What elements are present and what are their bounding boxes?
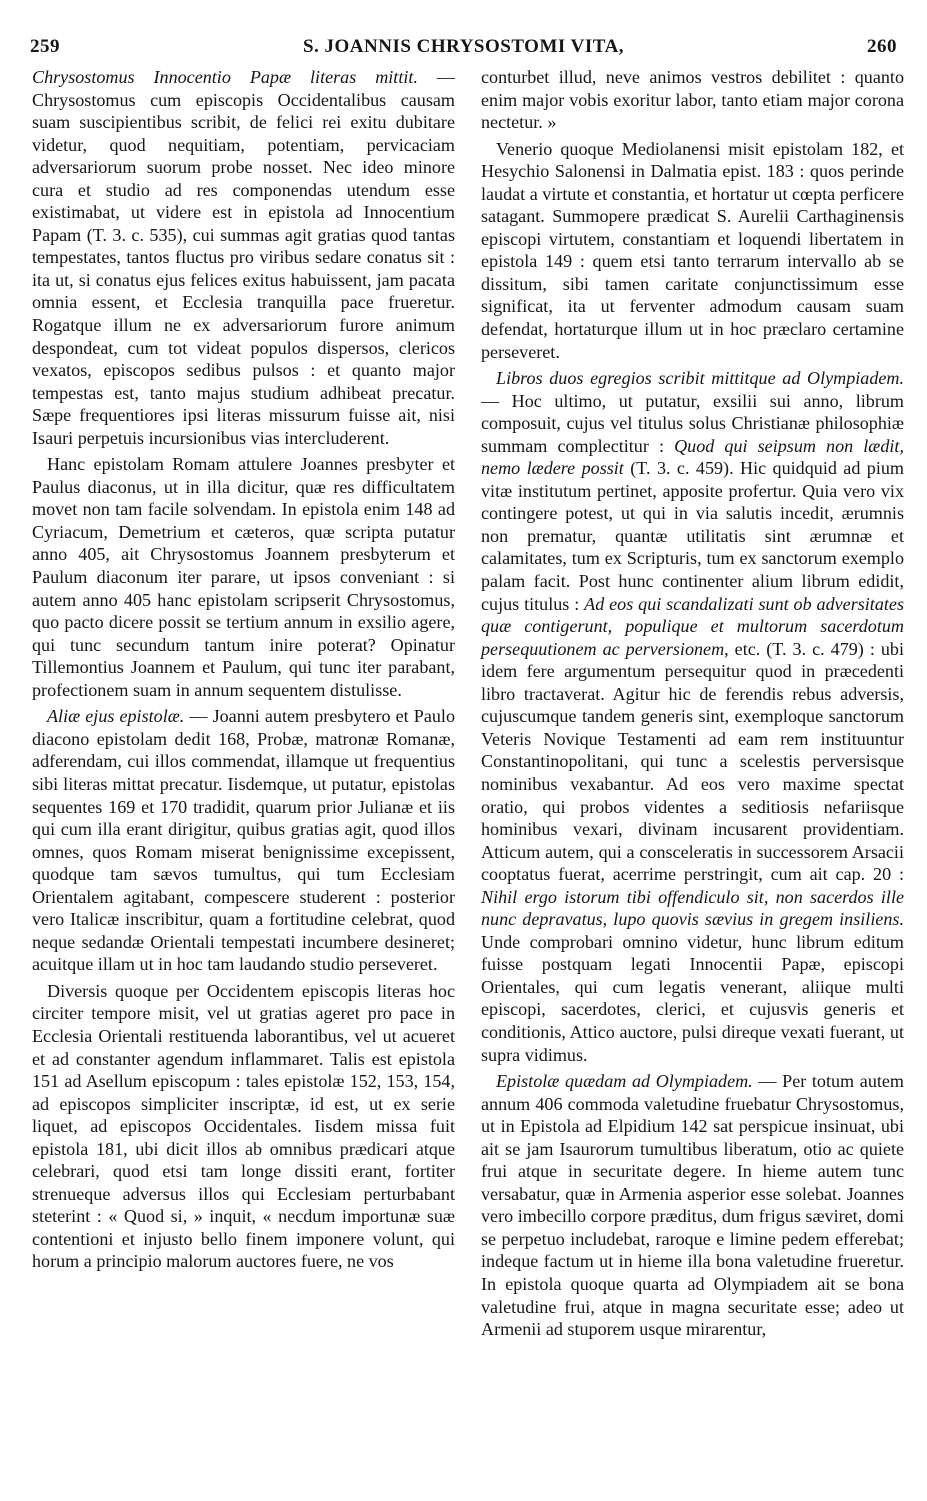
paragraph-text: — Hoc ultimo, ut putatur, exsilii sui anno, librum composuit, cujus vel titulus solus Christianæ philosophiæ summam complectitur : [481, 390, 904, 456]
paragraph-text: etc. (T. 3. c. 479) : ubi idem fere argumentum persequitur quod in præcedenti libro tractaverat. Agitur hic de ferendis rebus adversis, cujuscumque tandem generis sint, exemploque sanctorum Veteris Novique Testamenti ad eam rem instituuntur Constantinopolitani, qui tunc a scelestis perversisque nominibus vexabantur. Ad eos vero maxime spectat oratio, qui probos videntes a seditiosis nefariisque hominibus vexari, divinam incusarent providentiam. Atticum autem, qui a consceleratis in successorem Arsacii cooptatus fuerat, acerrime perstringit, cum ait cap. 20 : [481, 638, 904, 885]
paragraph-text: — Per totum autem annum 406 commoda valetudine fruebatur Chrysostomus, ut in Epistola ad Elpidium 142 sat perspicue insinuat, ubi ait se jam Isaurorum tumultibus liberatum, otio ac quiete frui atque in securitate degere. In hieme autem tunc versabatur, quæ in Armenia asperior esse solebat. Joannes vero imbecillo corpore præditus, dum frigus sæviret, domi se perpetuo includebat, raroque e limine pedem efferebat; indeque factum ut in hieme illa bona valetudine frueretur. In epistola quoque quarta ad Olympiadem ait se bona valetudine frui, atque in magna securitate esse; adeo ut Armenii ad stuporem usque mirarentur, [481, 1071, 904, 1340]
paragraph [32, 705, 455, 976]
running-title: S. JOANNIS CHRYSOSTOMI VITA, [302, 36, 625, 57]
left-column [32, 66, 455, 1273]
running-header [30, 36, 897, 66]
page-number-right: 260 [867, 36, 897, 57]
paragraph: conturbet illud, neve animos vestros debilitet : quanto enim major vobis exoritur labor, tanto etiam major corona nectetur. » [481, 67, 904, 133]
section-heading: Aliæ ejus epistolæ. [47, 706, 185, 727]
paragraph: Diversis quoque per Occidentem episcopis literas hoc circiter tempore misit, vel ut gratias ageret pro pace in Ecclesia Orientali restituenda laborantibus, vel ut acueret et ad constanter agendum inflammaret. Talis est epistola 151 ad Asellum episcopum : tales epistolæ 152, 153, 154, ad episcopos simpliciter inscriptæ, id est, ut ex serie liquet, ad episcopos Occidentales. Iisdem missa fuit epistola 181, ubi dicit illos ab omnibus prædicari atque celebrari, quod etsi tam longe dissiti erant, fortiter strenueque adversus illos qui Ecclesiam perturbabant steterint : « Quod si, » inquit, « necdum importunæ suæ contentioni et injusto bello finem imponere volunt, qui horum a principio malorum auctores fuere, ne vos [32, 980, 455, 1272]
page-number-left: 259 [30, 36, 60, 57]
book-title: Ad eos qui scandalizati sunt ob adversitates quæ contigerunt, populique et multorum sacerdotum persequutionem ac perversionem, [481, 593, 904, 659]
paragraph [32, 66, 455, 449]
section-heading: Chrysostomus Innocentio Papæ literas mittit. [32, 67, 418, 87]
section-heading: Libros duos egregios scribit mittitque ad Olympiadem. [496, 368, 904, 389]
paragraph [481, 367, 904, 1066]
paragraph-text: — Joanni autem presbytero et Paulo diacono epistolam dedit 168, Probæ, matronæ Romanæ, adferendam, cui illos commendat, illamque ut frequentius sibi literas mittat precatur. Iisdemque, ut putatur, epistolas sequentes 169 et 170 tradidit, quarum prior Julianæ et iis qui cum illa erant dirigitur, quibus gratias agit, quod illos omnes, quos Romam miserat benignissime excepissent, quodque tam sævos tumultus, qui tum Ecclesiam Orientalem agitabant, compescere studerent : posterior vero Italicæ inscribitur, quam a fortitudine celebrat, quod neque sedandæ Orientali tempestati incumbere desineret; acuitque illam ut in hoc tam laudando studio perseveret. [32, 706, 455, 975]
right-column [481, 66, 904, 1341]
book-title: Quod qui seipsum non lædit, nemo lædere possit [481, 435, 904, 479]
paragraph-text: (T. 3. c. 459). Hic quidquid ad pium vitæ institutum pertinet, apposite profertur. Quia vero vix contingere potest, ut qui in via salutis incedit, ærumnis non prematur, quantæ utilitatis sint ærumnæ et calamitates, tum ex Scripturis, tum ex sanctorum exemplo palam facit. Post hunc continenter alium librum edidit, cujus titulus : [481, 458, 904, 614]
paragraph: Venerio quoque Mediolanensi misit epistolam 182, et Hesychio Salonensi in Dalmatia epist. 183 : quos perinde laudat a virtute et constantia, et hortatur ut cœpta perficere satagant. Summopere prædicat S. Aurelii Carthaginensis episcopi virtutem, constantiam et loquendi libertatem in epistola 149 : quem etsi tanto terrarum intervallo ab se dissitum, sibi tamen caritate conjunctissimum esse significat, ita ut ferventer admodum causam suam defendat, hortaturque illum ut in hoc præclaro certamine perseveret. [481, 138, 905, 362]
paragraph-text: Unde comprobari omnino videtur, hunc librum editum fuisse postquam legati Innocentii Papæ, episcopi Orientales, qui cum legatis venerant, aliique multi episcopi, sacerdotes, clerici, et cujusvis generis et conditionis, Attico auctore, pulsi direque vexati fuerant, ut supra vidimus. [481, 931, 904, 1065]
paragraph-text: — Chrysostomus cum episcopis Occidentalibus causam suam suscipientibus scribit, de felici rei exitu dubitare videtur, quod nequitiam, potentiam, pervicaciam adversariorum suorum probe nosset. Nec ideo minore cura et studio ad res componendas utendum esse existimabat, ut videre est in epistola ad Innocentium Papam (T. 3. c. 535), cui summas agit gratias quod tantas tempestates, tantos fluctus pro viribus sedare conatus sit : ita ut, si conatus ejus felices exitus habuissent, jam pacata omnia essent, et Ecclesia tranquilla pace frueretur. Rogatque illum ne ex adversariorum furore animum despondeat, cum tot videat populos dispersos, clericos vexatos, episcopos sedibus pulsos : et quanto major tempestas est, tanto majus studium adhibeat precatur. Sæpe frequentiores ipsi literas missurum fuisse ait, nisi Isauri perpetuis incursionibus vias intercluderent. [32, 67, 455, 448]
paragraph [481, 1070, 904, 1341]
quotation: Nihil ergo istorum tibi offendiculo sit, non sacerdos ille nunc depravatus, lupo quovis sævius in gregem insiliens. [481, 886, 904, 930]
section-heading: Epistolæ quædam ad Olympiadem. [496, 1071, 753, 1092]
paragraph: Hanc epistolam Romam attulere Joannes presbyter et Paulus diaconus, ut in illa dicitur, quæ res difficultatem movet non tam facile solvendam. In epistola enim 148 ad Cyriacum, Demetrium et cæteros, quæ scripta putatur anno 405, ait Chrysostomus Joannem presbyterum et Paulum diaconum iter parare, ut ipsos conveniant : si autem anno 405 hanc epistolam scripserit Chrysostomus, quo pacto dicere possit se tertium annum in exsilio agere, qui tunc secundum tantum inire poterat? Opinatur Tillemontius Joannem et Paulum, qui tunc iter parabant, profectionem suam in annum sequentem distulisse. [32, 454, 455, 700]
